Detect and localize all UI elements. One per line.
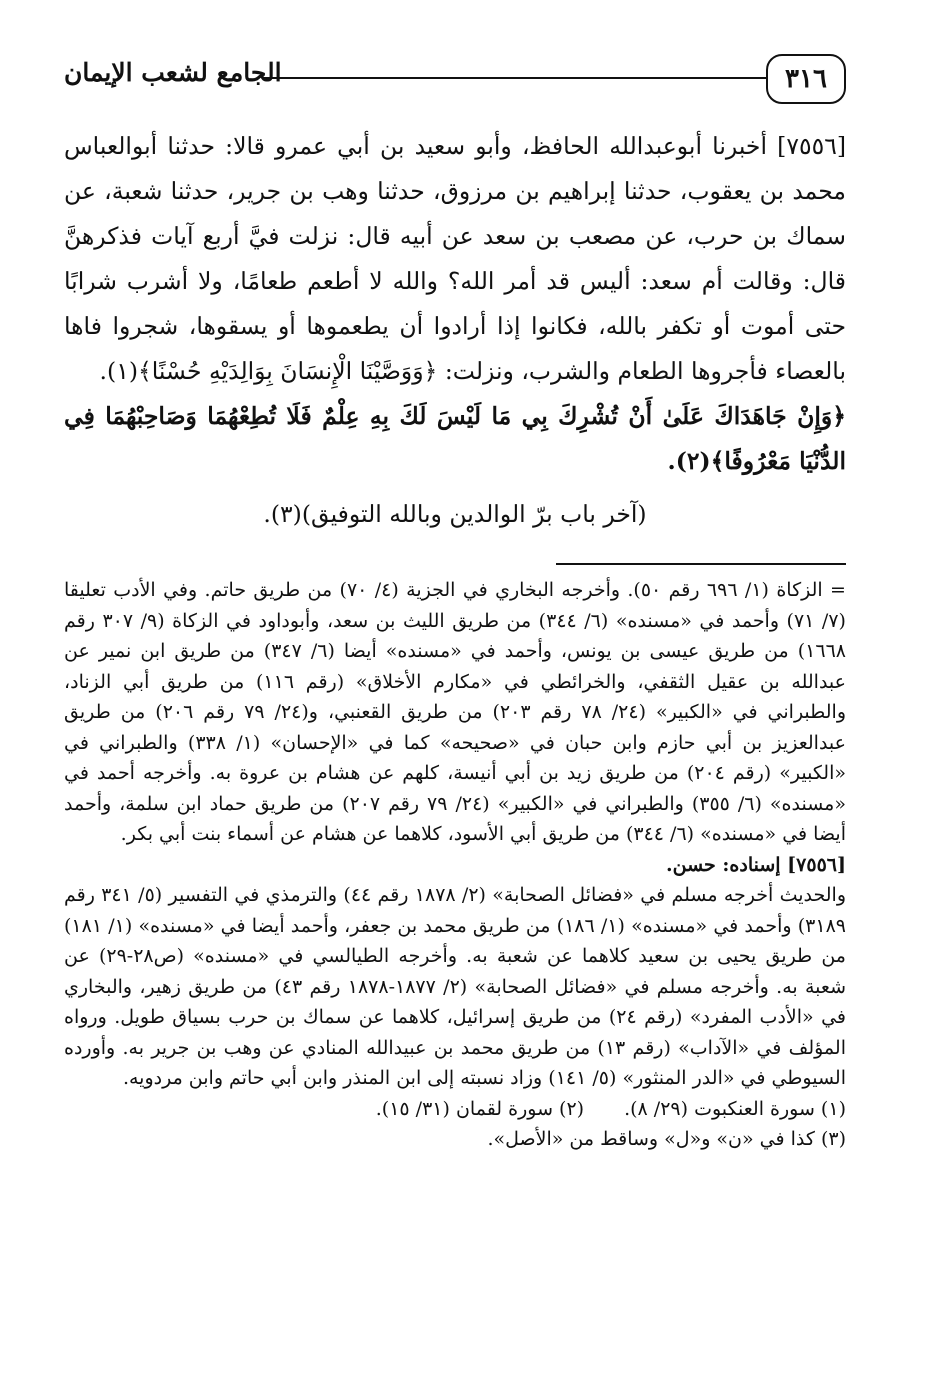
note-continuation: = الزكاة (١/ ٦٩٦ رقم ٥٠). وأخرجه البخاري في الجزية (٤/ ٧٠) من طريق حاتم. وفي الأدب تعليقا (٧/ ٧١) وأحمد في «مسنده» (٦/ ٣٤٤) من طريق الليث بن سعد، وأبوداود في الزكاة (٩/ ٣٠٧ رقم ١٦٦٨) من طريق عيسى بن يونس، وأحمد في «مسنده» أيضا (٦/ ٣٤٧) من طريق ابن نمير عن عبدالله بن عقيل الثقفي، والخرائطي في «مكارم الأخلاق» (رقم ١١٦) من طريق أبي الزناد، والطبراني في «الكبير» (٢٤/ ٧٨ رقم ٢٠٣) من طريق القعنبي، و(٢٤/ ٧٩ رقم ٢٠٦) من طريق عبدالعزيز بن أبي حازم وابن حبان في «صحيحه» كما في «الإحسان» (١/ ٣٣٨) والطبراني في «الكبير» (رقم ٢٠٤) من طريق زيد بن أبي أنيسة، كلهم عن هشام بن عروة به. وأخرجه أحمد في «مسنده» (٦/ ٣٥٥) والطبراني في «الكبير» (٢٤/ ٧٩ رقم ٢٠٧) من طريق حماد ابن سلمة، وأحمد أيضا في «مسنده» (٦/ ٣٤٤) من طريق أبي الأسود، كلاهما عن هشام عن أسماء بنت أبي بكر. bbox=[64, 579, 846, 845]
page-number: ٣١٦ bbox=[766, 54, 846, 104]
book-page bbox=[64, 40, 846, 1340]
hadith-paragraph: [٧٥٥٦] أخبرنا أبوعبدالله الحافظ، وأبو سعيد بن أبي عمرو قالا: حدثنا أبوالعباس محمد بن يعقوب، حدثنا إبراهيم بن مرزوق، حدثنا وهب بن جرير، حدثنا شعبة، عن سماك بن حرب، عن مصعب بن سعد عن أبيه قال: نزلت فيَّ أربع آيات فذكرهنَّ قال: وقالت أم سعد: أليس قد أمر الله؟ والله لا أطعم طعامًا، ولا أشرب شرابًا حتى أموت أو تكفر بالله، فكانوا إذا أرادوا أن يطعموها أو يسقوها، شجروا فاها بالعصاء فأجروها الطعام والشرب، ونزلت: ﴿وَوَصَّيْنَا الْإِنسَانَ بِوَالِدَيْهِ حُسْنًا﴾(١). bbox=[64, 132, 846, 385]
main-text bbox=[64, 124, 846, 537]
isnad-heading: [٧٥٥٦] إسناده: حسن. bbox=[666, 853, 846, 876]
footnotes bbox=[64, 575, 846, 1155]
page-header bbox=[64, 54, 846, 110]
chapter-closing: (آخر باب برّ الوالدين وبالله التوفيق)(٣). bbox=[263, 500, 647, 528]
quran-verse: ﴿وَإِنْ جَاهَدَاكَ عَلَىٰ أَنْ تُشْرِكَ بِي مَا لَيْسَ لَكَ بِهِ عِلْمٌ فَلَا تُطِعْهُمَا وَصَاحِبْهُمَا فِي الدُّنْيَا مَعْرُوفًا﴾(٢). bbox=[64, 402, 846, 475]
running-title: الجامع لشعب الإيمان bbox=[64, 58, 282, 87]
footnote-2: (٢) سورة لقمان (٣١/ ١٥). bbox=[375, 1097, 585, 1120]
footnote-1: (١) سورة العنكبوت (٢٩/ ٨). bbox=[624, 1097, 846, 1120]
takhrij-note: والحديث أخرجه مسلم في «فضائل الصحابة» (٢/ ١٨٧٨ رقم ٤٤) والترمذي في التفسير (٥/ ٣٤١ رقم ٣١٨٩) وأحمد في «مسنده» (١/ ١٨٦) من طريق محمد بن جعفر، وأحمد أيضا في «مسنده» (١/ ١٨١) من طريق يحيى بن سعيد كلاهما عن شعبة به. وأخرجه الطيالسي في «مسنده» (ص٢٨-٢٩) عن شعبة به. وأخرجه مسلم في «فضائل الصحابة» (٢/ ١٨٧٧-١٨٧٨ رقم ٤٣) من طريق زهير، والبخاري في «الأدب المفرد» (رقم ٢٤) من طريق إسرائيل، كلاهما عن سماك بن حرب بسياق طويل. ورواه المؤلف في «الآداب» (رقم ١٣) من طريق محمد بن عبيدالله المنادي عن وهب بن جرير به. وأورده السيوطي في «الدر المنثور» (٥/ ١٤١) وزاد نسبته إلى ابن المنذر وابن أبي حاتم وابن مردويه. bbox=[64, 884, 847, 1089]
footnote-separator bbox=[556, 563, 846, 565]
footnote-row bbox=[64, 1094, 846, 1125]
header-rule bbox=[264, 77, 766, 79]
footnote-3: (٣) كذا في «ن» و«ل» وساقط من «الأصل». bbox=[487, 1128, 846, 1150]
